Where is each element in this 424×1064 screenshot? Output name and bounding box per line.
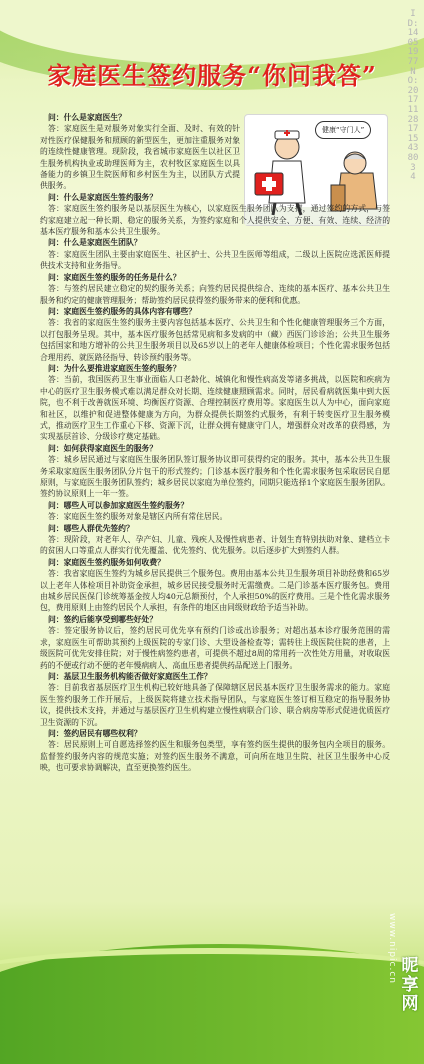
qa-item-5 — [40, 306, 390, 363]
answer-text: 答：当前，我国医药卫生事业面临人口老龄化、城镇化和慢性病高发等诸多挑战，以医院和疾病为中心的医疗卫生服务模式难以满足群众对长期、连续健康照顾需求。同时，居民看病就医集中到大医院，也不利于改善就医环境、均衡医疗资源、合理控制医疗费用等。家庭医生以人为中心，面向家庭和社区，以维护和促进整体健康为方向，为群众提供长期签约式服务，有利于转变医疗卫生服务模式，推动医疗卫生工作重心下移、资源下沉，让群众拥有健康守门人，增强群众对改革的获得感，为实现基层首诊、分级诊疗奠定基础。 — [40, 375, 390, 442]
answer-text: 答：目前我省基层医疗卫生机构已较好地具备了保障辖区居民基本医疗卫生服务需求的能力。家庭医生签约服务工作开展后，上级医院将建立技术指导团队，与家庭医生签订相互稳定的指导服务协议，提供技术支持，并通过与基层医疗卫生机构建立慢性病联合门诊、联合病房等形式促进优质医疗卫生资源的下沉。 — [40, 683, 390, 727]
qa-item-3 — [40, 237, 390, 271]
image-id-watermark: ID:14051977 NO:20171128171543803 4 — [407, 9, 419, 183]
page-title: 家庭医生签约服务“你问我答” — [47, 61, 377, 90]
question-text: 问：基层卫生服务机构能否做好家庭医生工作？ — [48, 671, 212, 681]
answer-text: 答：与签约居民建立稳定的契约服务关系；向签约居民提供综合、连续的基本医疗、基本公共卫生服务和约定的健康管理服务；帮助签约居民获得签约服务带来的便利和优惠。 — [40, 284, 390, 305]
answer-text: 答：家庭医生是对服务对象实行全面、及时、有效的针对性医疗保健服务和照顾的新型医生，更加注重服务对象的连续性健康管理。现阶段，我省城市家庭医生以社区卫生服务机构执业或助理医师为主，农村牧区家庭医生以具备能力的乡镇卫生院医师和乡村医生为主，以团队方式提供服务。 — [40, 124, 240, 191]
question-text: 问：什么是家庭医生？ — [48, 113, 126, 122]
qa-item-8 — [40, 500, 390, 523]
question-text: 问：家庭医生签约服务的任务是什么？ — [48, 272, 181, 282]
answer-text: 答：现阶段，对老年人、孕产妇、儿童、残疾人及慢性病患者、计划生育特别扶助对象、建档立卡的贫困人口等重点人群实行优先覆盖、优先签约、优先服务。以后逐步扩大到签约人群。 — [40, 535, 390, 556]
question-text: 问：什么是家庭医生团队？ — [48, 238, 142, 248]
qa-item-1 — [40, 112, 390, 192]
qa-item-12 — [40, 671, 390, 728]
footer-wave-line — [0, 948, 424, 1014]
qa-item-10 — [40, 557, 390, 614]
answer-text: 答：我省的家庭医生签约服务主要内容包括基本医疗、公共卫生和个性化健康管理服务三个方面，以打包服务呈现。其中，基本医疗服务包括常见病和多发病的中（藏）西医门诊诊治；公共卫生服务包括国家和地方增补的公共卫生服务项目以及65岁以上的老年人健康体检项目；个性化需求服务包括合理用药、就医路径指导、转诊预约服务等。 — [40, 318, 390, 362]
logo-url: www.nipic.cn — [387, 913, 397, 984]
question-text: 问：什么是家庭医生签约服务？ — [48, 192, 158, 202]
question-text: 问：如何获得家庭医生的服务？ — [48, 443, 158, 453]
question-text: 问：哪些人群优先签约？ — [48, 523, 134, 533]
answer-text: 答：家庭医生团队主要由家庭医生、社区护士、公共卫生医师等组成，二级以上医院应选派医师提供技术支持和业务指导。 — [40, 249, 390, 271]
answer-text: 答：居民原则上可自愿选择签约医生和服务包类型，享有签约医生提供的服务包内全项目的服务。监督签约服务内容的规范实施；对签约医生服务不满意，可向所在地卫生院、社区卫生服务中心反映，也可要求协调解决，直至更换签约医生。 — [40, 740, 390, 773]
answer-text: 答：我省家庭医生签约为城乡居民提供三个服务包。费用由基本公共卫生服务项目补助经费和65岁以上老年人体检项目补助资金承担，城乡居民接受服务时无需缴费。二是门诊基本医疗服务包。费用由城乡居民医保门诊统筹基金按人均40元总额预付，个人承担50%的医疗费用。三是个性化需求服务包，费用原则上由签约居民个人承担，有条件的地区由同级财政给予适当补助。 — [40, 569, 390, 613]
answer-text: 答：家庭医生签约服务对象是辖区内所有常住居民。 — [48, 512, 228, 522]
brand-logo: 昵享网 — [401, 956, 419, 1014]
qa-item-11 — [40, 614, 390, 671]
qa-item-9 — [40, 523, 390, 557]
question-text: 问：签约后能享受到哪些好处？ — [48, 614, 158, 624]
speech-bubble: 健康“守门人” — [315, 121, 371, 139]
qa-item-2 — [40, 192, 390, 238]
qa-item-7 — [40, 443, 390, 500]
qa-content — [40, 112, 390, 774]
qa-item-4 — [40, 272, 390, 306]
answer-text: 答：签定服务协议后，签约居民可优先享有预约门诊或出诊服务；对超出基本诊疗服务范围的需求，家庭医生可帮助其预约上级医院的专家门诊、大型设备检查等；需转往上级医院住院的患者，上级医院可优先安排住院；对于慢性病签约患者，可提供不超过8周的常用药一次性处方用量，对收取医药的不便或行动不便的老年慢病病人、高血压患者提供药品配送上门服务。 — [40, 626, 390, 670]
answer-text: 答：城乡居民通过与家庭医生服务团队签订服务协议即可获得约定的服务。其中，基本公共卫生服务采取家庭医生服务团队分片包干的形式签约；门诊基本医疗服务和个性化需求服务包采取居民自愿原则，与家庭医生服务团队签约；城乡居民以家庭为单位签约，同期只能选择1个家庭医生服务团队。签约协议原则上一年一签。 — [40, 455, 390, 499]
qa-item-13 — [40, 728, 390, 774]
answer-text: 答：家庭医生签约服务是以基层医生为核心，以家庭医生服务团队为支撑，通过签约的方式，与签约家庭建立起一种长期、稳定的服务关系，为签约家庭和个人提供安全、方便、有效、连续、经济的基本医疗服务和基本公共卫生服务。 — [40, 204, 390, 237]
question-text: 问：哪些人可以参加家庭医生签约服务？ — [48, 500, 189, 510]
question-text: 问：为什么要推进家庭医生签约服务？ — [48, 363, 181, 373]
question-text: 问：签约居民有哪些权利？ — [48, 728, 142, 738]
question-text: 问：家庭医生签约服务的具体内容有哪些？ — [48, 306, 197, 316]
qa-item-6 — [40, 363, 390, 443]
question-text: 问：家庭医生签约服务如何收费？ — [48, 557, 165, 567]
